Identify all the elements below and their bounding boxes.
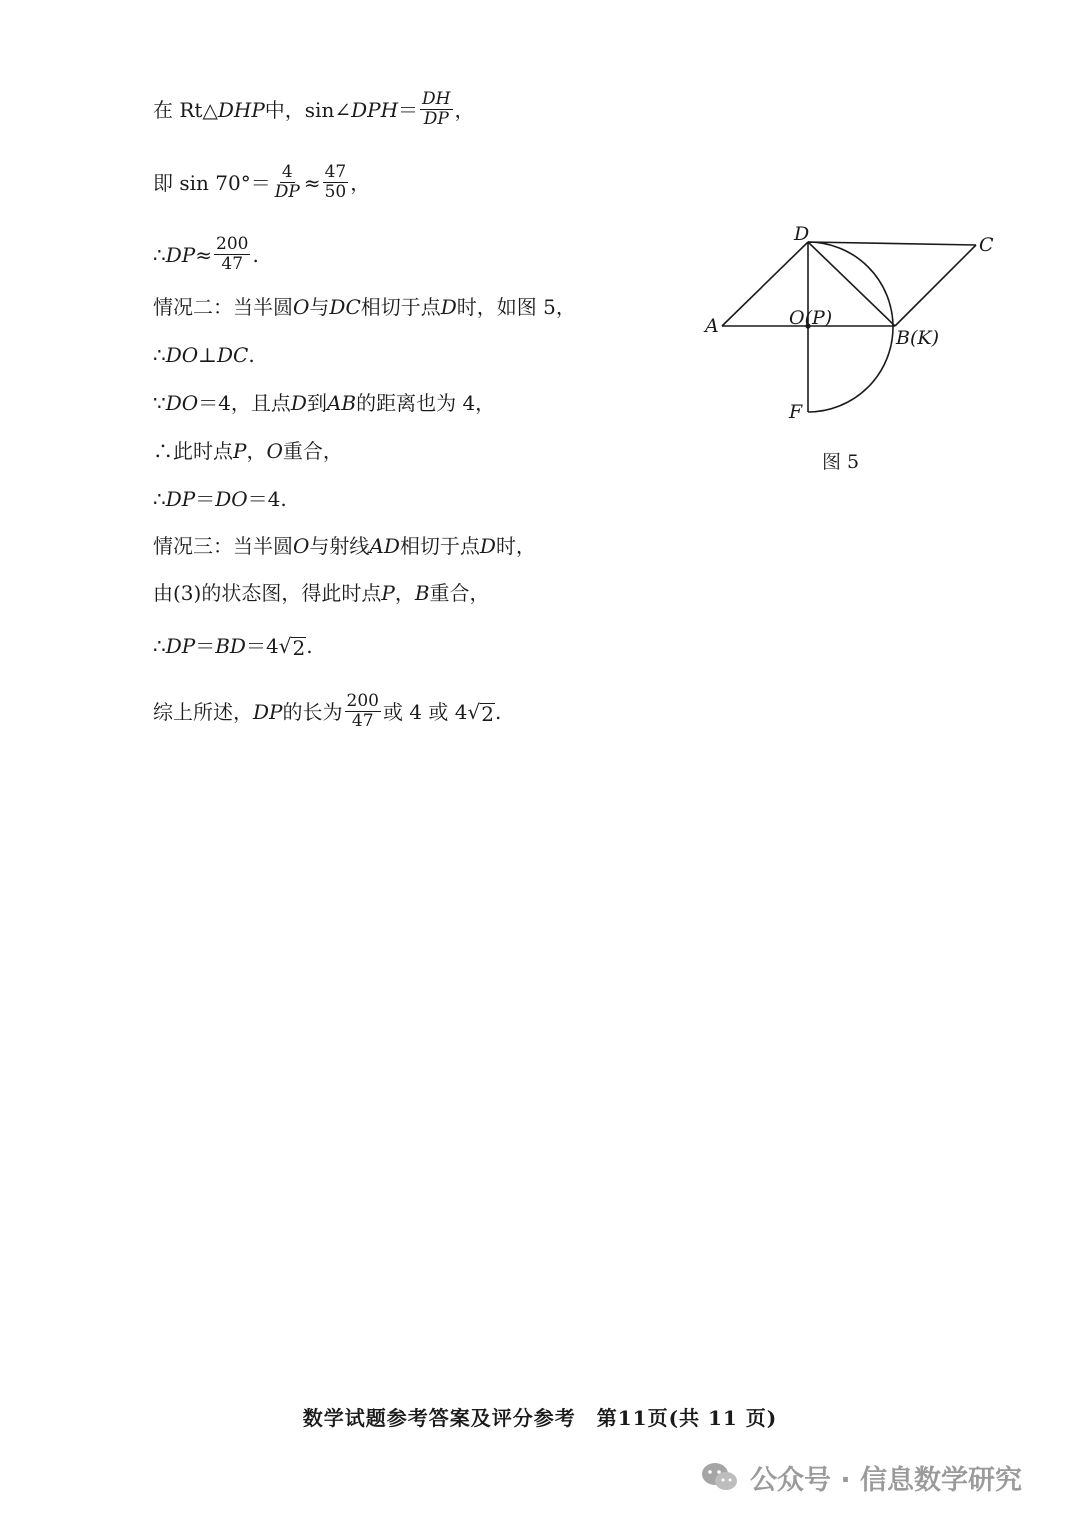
segment-bc — [895, 245, 976, 326]
numerator: DH — [422, 89, 451, 109]
text: . — [252, 242, 259, 267]
square-root — [279, 634, 306, 658]
text: ， — [350, 170, 371, 195]
text: ∴ — [153, 487, 166, 511]
text: DO — [165, 391, 199, 415]
segment-dc — [808, 242, 976, 245]
numerator: 47 — [324, 162, 347, 182]
label-f: F — [789, 401, 803, 423]
text: D — [440, 295, 457, 319]
text: ＝4. — [247, 487, 287, 511]
solution-line-12 — [153, 692, 501, 731]
text: 重合， — [282, 439, 343, 463]
text: 即 sin 70°＝ — [153, 170, 271, 195]
text: 中，sin∠ — [264, 97, 352, 122]
text: BD — [215, 634, 246, 658]
denominator: 47 — [221, 254, 244, 274]
text: DP — [165, 242, 196, 267]
text: P — [233, 439, 247, 463]
text: 与 — [309, 295, 330, 319]
text: ， — [454, 97, 475, 122]
label-d: D — [794, 223, 810, 245]
solution-line-2 — [153, 163, 370, 202]
text: . — [306, 634, 313, 658]
text: ， — [394, 581, 415, 605]
solution-line-5 — [153, 343, 255, 367]
square-root — [467, 700, 494, 724]
text: DO — [165, 343, 199, 367]
text: DPH — [351, 97, 399, 122]
text: O — [293, 534, 310, 558]
solution-line-10 — [153, 581, 490, 605]
solution-line-8 — [153, 487, 287, 511]
text: DC — [216, 343, 249, 367]
text: 的长为 — [282, 699, 343, 724]
text: . — [248, 343, 255, 367]
text: 到 — [306, 391, 327, 415]
text: 与射线 — [309, 534, 370, 558]
text: ＝ — [398, 97, 419, 122]
fraction — [323, 163, 349, 202]
wechat-icon — [700, 1461, 740, 1495]
solution-line-1 — [153, 90, 475, 129]
label-c: C — [979, 234, 994, 256]
geometry-figure-5 — [700, 218, 1010, 428]
watermark — [700, 1458, 1022, 1497]
text: 的距离也为 4， — [356, 391, 496, 415]
denominator: 47 — [351, 711, 374, 731]
solution-line-4 — [153, 295, 576, 319]
text: DC — [329, 295, 361, 319]
radical-sign: √ — [467, 699, 481, 724]
text: 重合， — [429, 581, 490, 605]
solution-line-11 — [153, 634, 313, 658]
text: AB — [326, 391, 357, 415]
denominator: 50 — [324, 182, 347, 202]
text: ＝ — [195, 487, 216, 511]
fraction — [420, 90, 452, 129]
text: ≈ — [303, 170, 321, 195]
watermark-text: 公众号 · 信息数学研究 — [750, 1465, 1023, 1496]
text: B — [414, 581, 430, 605]
text: DP — [165, 634, 196, 658]
text: ＝4，且点 — [198, 391, 291, 415]
fraction — [273, 163, 302, 202]
text: 或 4 或 4 — [382, 699, 468, 724]
figure-caption: 图 5 — [822, 451, 860, 473]
text: P — [381, 581, 395, 605]
solution-line-6 — [153, 391, 495, 415]
text: ∵ — [153, 391, 166, 415]
text: 由(3)的状态图，得此时点 — [153, 581, 382, 605]
text: 相切于点 — [360, 295, 441, 319]
text: 情况三：当半圆 — [153, 534, 293, 558]
numerator: 200 — [216, 234, 249, 254]
numerator: 4 — [281, 162, 293, 182]
text: ∴ — [153, 242, 166, 267]
text: DO — [215, 487, 248, 511]
text: 在 Rt△ — [153, 97, 218, 122]
solution-line-9 — [153, 534, 536, 558]
denominator: DP — [274, 182, 300, 202]
text: D — [479, 534, 496, 558]
text: DP — [165, 487, 196, 511]
text: 情况二：当半圆 — [153, 295, 293, 319]
text: O — [293, 295, 310, 319]
text: 时， — [495, 534, 536, 558]
text: DP — [253, 699, 283, 724]
radicand: 2 — [292, 636, 306, 660]
text: ＝4 — [245, 634, 279, 658]
denominator: DP — [423, 109, 449, 129]
text: 相切于点 — [399, 534, 480, 558]
fraction — [214, 235, 250, 274]
text: D — [290, 391, 307, 415]
page-footer: 数学试题参考答案及评分参考 第11页(共 11 页) — [302, 1406, 778, 1430]
text: ＝ — [195, 634, 216, 658]
text: ∴ — [153, 634, 166, 658]
numerator: 200 — [346, 691, 379, 711]
text: ⊥ — [198, 343, 217, 367]
text: AD — [369, 534, 400, 558]
radical-sign: √ — [278, 634, 292, 658]
text: 综上所述， — [153, 699, 253, 724]
text: DHP — [217, 97, 265, 122]
solution-line-3 — [153, 235, 259, 274]
text: ∴此时点 — [153, 439, 233, 463]
text: ， — [246, 439, 267, 463]
text: 时，如图 5， — [456, 295, 576, 319]
radicand: 2 — [481, 701, 494, 726]
fraction — [345, 692, 381, 731]
label-b-k: B(K) — [896, 327, 939, 349]
solution-line-7 — [153, 439, 343, 463]
text: ≈ — [195, 242, 212, 267]
text: O — [266, 439, 283, 463]
label-o-p: O(P) — [789, 307, 833, 329]
text: . — [494, 699, 502, 724]
text: ∴ — [153, 343, 166, 367]
label-a: A — [705, 315, 719, 337]
